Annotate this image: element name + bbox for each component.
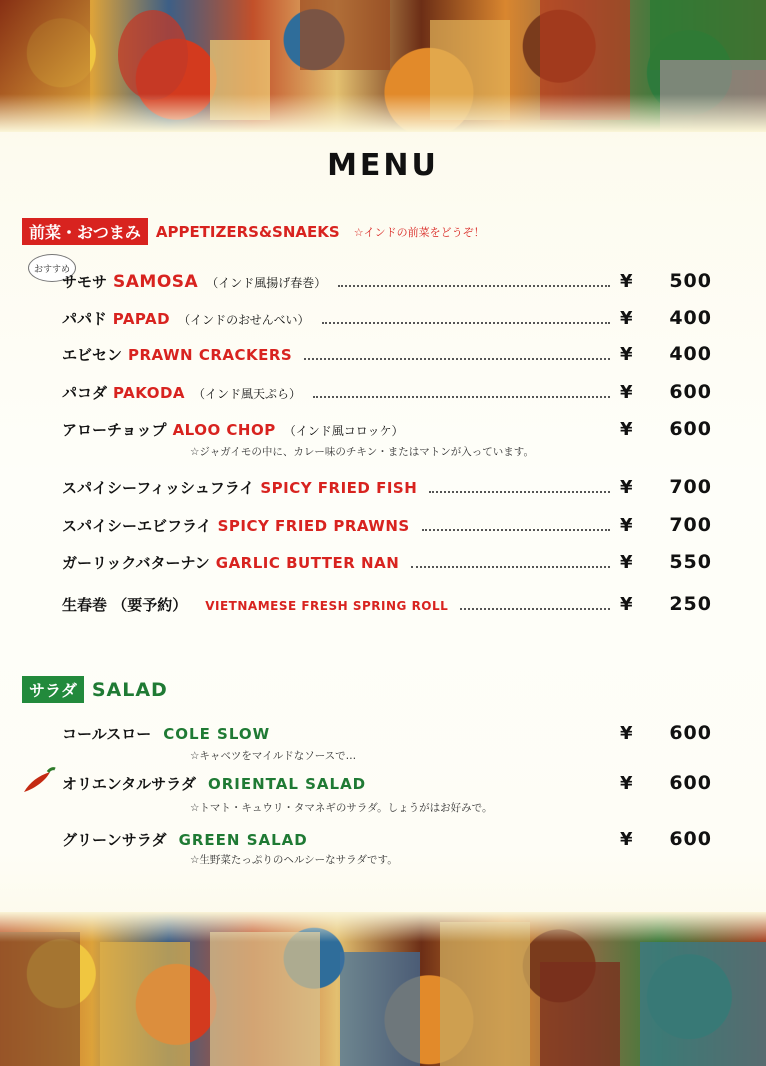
leader-dots (304, 358, 610, 360)
yen-sign: ¥ (620, 382, 633, 403)
item-price: 550 (669, 551, 712, 573)
menu-item-spicy-fried-fish (62, 476, 712, 502)
leader-dots (313, 396, 610, 398)
leader-dots (422, 529, 610, 531)
recommend-bubble: おすすめ (28, 254, 76, 282)
yen-sign: ¥ (620, 829, 633, 850)
item-price: 700 (669, 476, 712, 498)
item-jp-name: スパイシーフィッシュフライ (62, 479, 255, 497)
item-en-name: SPICY FRIED FISH (260, 479, 418, 497)
menu-item-aloo-chop (62, 418, 712, 444)
menu-item-spicy-fried-prawns (62, 514, 712, 540)
item-jp-name: コールスロー (62, 725, 152, 743)
leader-dots (429, 491, 610, 493)
top-collage-banner (0, 0, 766, 132)
item-description: ☆生野菜たっぷりのヘルシーなサラダです。 (190, 854, 398, 866)
item-note: （インド風天ぷら） (193, 387, 302, 401)
yen-sign: ¥ (620, 477, 633, 498)
item-jp-name: エビセン (62, 346, 123, 364)
leader-dots (460, 608, 610, 610)
item-price: 600 (669, 828, 712, 850)
item-price: 600 (669, 722, 712, 744)
yen-sign: ¥ (620, 594, 633, 615)
item-price: 600 (669, 418, 712, 440)
appetizers-tag: 前菜・おつまみ (22, 218, 148, 245)
item-en-name: PAPAD (112, 310, 171, 328)
item-en-name: COLE SLOW (163, 725, 271, 743)
yen-sign: ¥ (620, 308, 633, 329)
item-en-name: ORIENTAL SALAD (207, 775, 367, 793)
menu-item-garlic-butter-nan (62, 551, 712, 577)
salad-header (22, 676, 168, 703)
item-price: 600 (669, 772, 712, 794)
item-note: （インドのおせんべい） (178, 313, 310, 327)
item-en-name: PRAWN CRACKERS (128, 346, 293, 364)
item-en-name: GREEN SALAD (178, 831, 308, 849)
item-price: 700 (669, 514, 712, 536)
item-jp-name: オリエンタルサラダ (62, 775, 196, 793)
item-price: 600 (669, 381, 712, 403)
item-en-name: PAKODA (113, 384, 186, 402)
leader-dots (411, 566, 610, 568)
leader-dots (322, 322, 610, 324)
item-description: ☆ジャガイモの中に、カレー味のチキン・またはマトンが入っています。 (190, 446, 534, 458)
item-jp-name: スパイシーエビフライ (62, 517, 212, 535)
item-price: 400 (669, 307, 712, 329)
item-description: ☆キャベツをマイルドなソースで… (190, 750, 357, 762)
appetizers-title: APPETIZERS&SNAEKS (155, 222, 340, 241)
menu-item-pakoda (62, 381, 712, 407)
chili-pepper-icon (20, 766, 56, 796)
item-price: 250 (669, 593, 712, 615)
item-jp-name: パパド (62, 310, 107, 328)
yen-sign: ¥ (620, 515, 633, 536)
item-jp-name: サモサ (62, 273, 108, 291)
salad-title: SALAD (91, 678, 168, 701)
menu-item-green-salad (62, 828, 712, 854)
item-jp-name: アローチョップ (62, 421, 167, 439)
yen-sign: ¥ (620, 344, 633, 365)
item-note: （インド風コロッケ） (283, 424, 404, 438)
appetizers-header (22, 218, 485, 245)
menu-item-papad (62, 307, 712, 333)
item-en-name: SPICY FRIED PRAWNS (217, 517, 410, 535)
item-jp-name: パコダ (62, 384, 108, 402)
yen-sign: ¥ (620, 723, 633, 744)
menu-item-cole-slow (62, 722, 712, 748)
bottom-collage-banner (0, 912, 766, 1066)
item-note: （インド風揚げ春巻） (206, 276, 327, 290)
item-en-name: GARLIC BUTTER NAN (215, 554, 400, 572)
item-jp-name: ガーリックバターナン (62, 554, 210, 572)
item-en-name: ALOO CHOP (172, 421, 276, 439)
yen-sign: ¥ (620, 419, 633, 440)
item-jp-name: 生春巻 （要予約） (62, 596, 188, 614)
salad-tag: サラダ (22, 676, 84, 703)
appetizers-note: ☆インドの前菜をどうぞ！ (353, 225, 485, 239)
item-price: 500 (669, 270, 712, 292)
yen-sign: ¥ (620, 271, 633, 292)
item-price: 400 (669, 343, 712, 365)
item-jp-name: グリーンサラダ (62, 831, 167, 849)
yen-sign: ¥ (620, 773, 633, 794)
menu-item-spring-roll (62, 593, 712, 619)
item-en-name: SAMOSA (113, 272, 199, 292)
item-en-name: VIETNAMESE FRESH SPRING ROLL (205, 599, 449, 613)
leader-dots (338, 285, 610, 287)
yen-sign: ¥ (620, 552, 633, 573)
menu-title: MENU (327, 148, 439, 183)
item-description: ☆トマト・キュウリ・タマネギのサラダ。しょうがはお好みで。 (190, 802, 493, 814)
menu-item-oriental-salad (62, 772, 712, 798)
menu-item-samosa (62, 270, 712, 296)
menu-item-prawn-crackers (62, 343, 712, 369)
